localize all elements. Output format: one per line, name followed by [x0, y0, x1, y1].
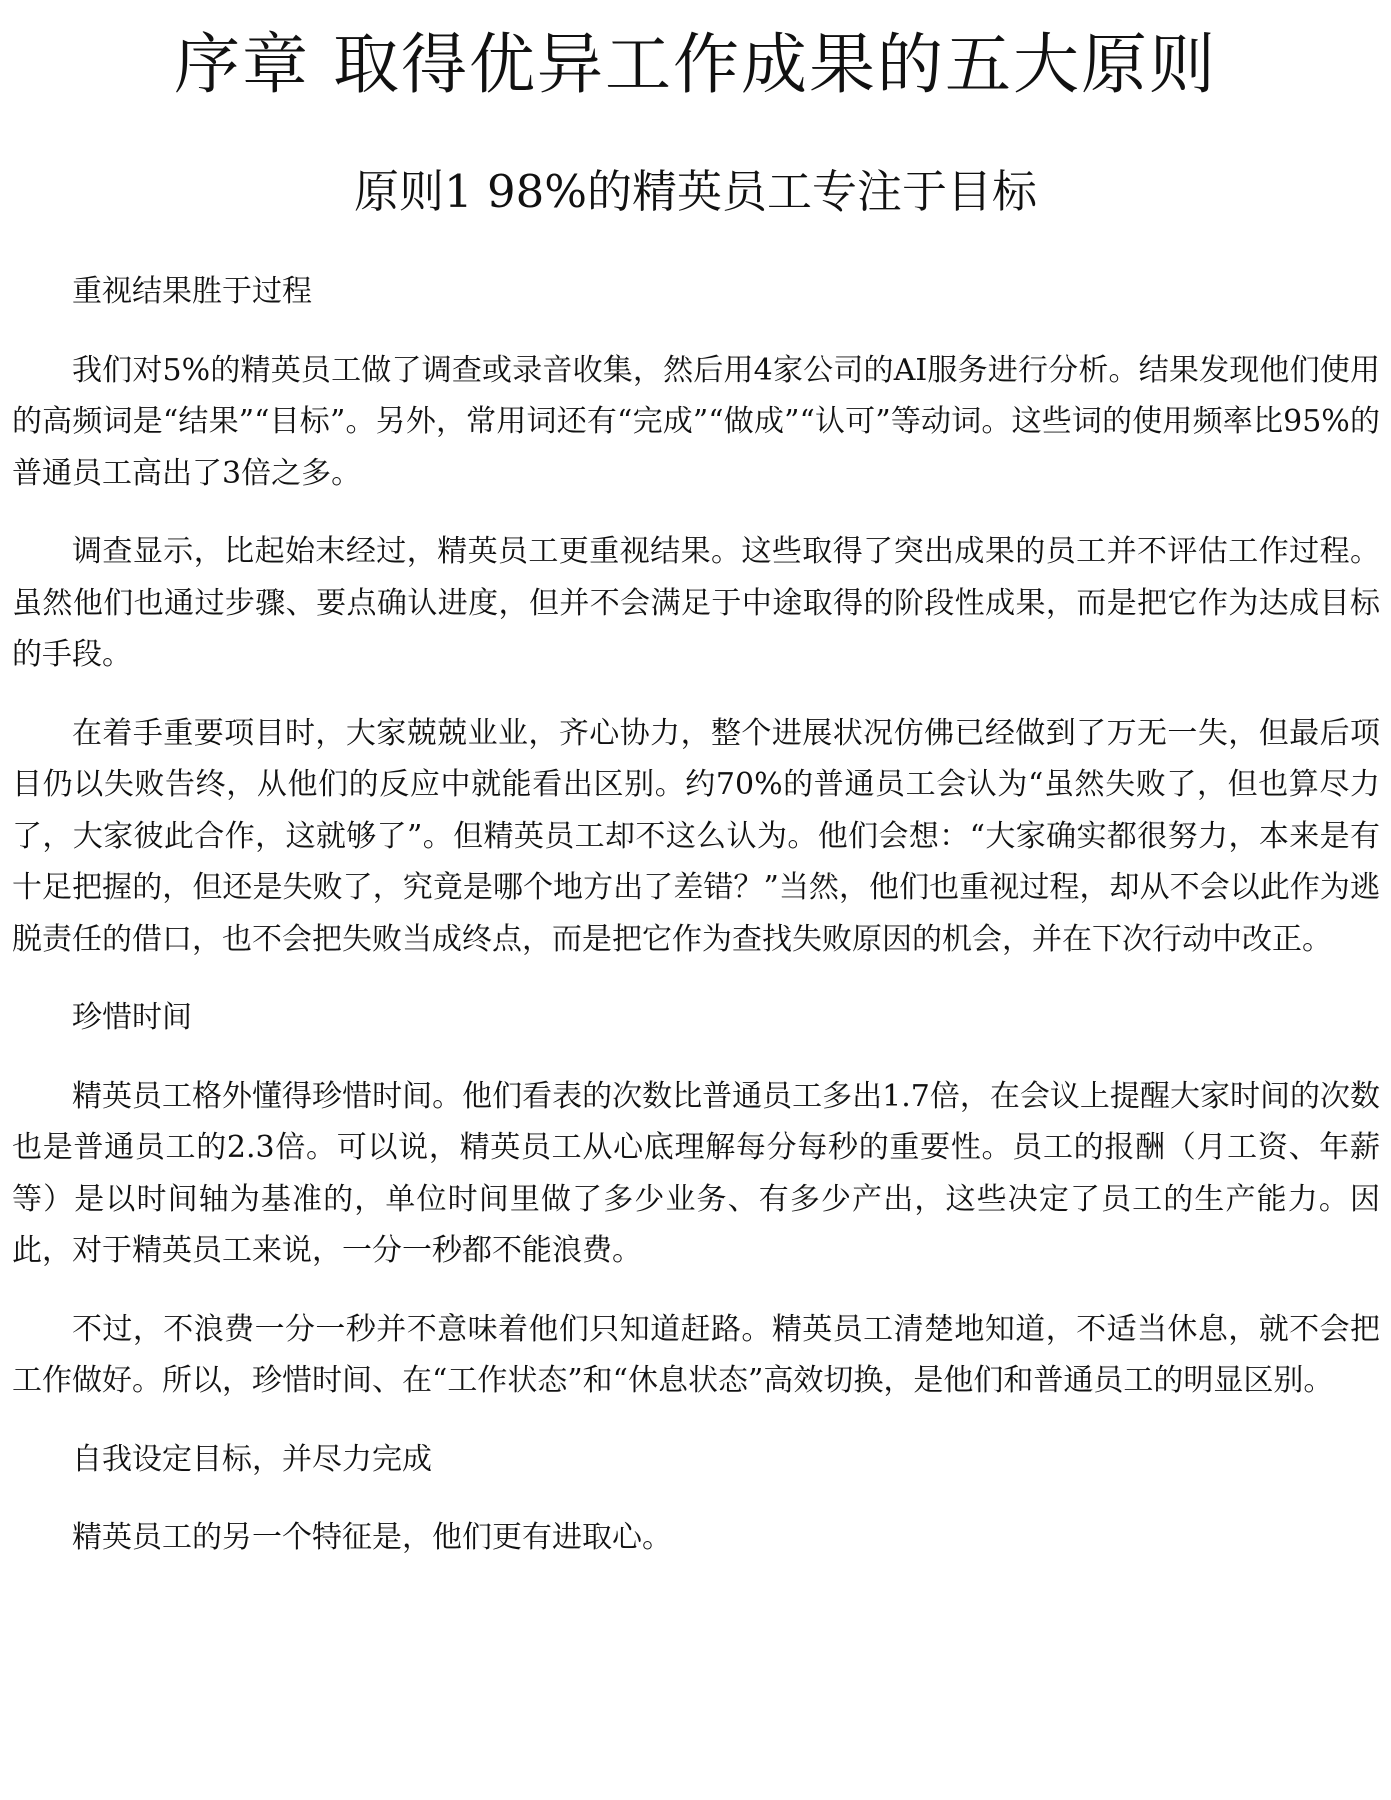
- paragraph: 精英员工的另一个特征是，他们更有进取心。: [72, 1520, 672, 1555]
- body-text: [12, 266, 1380, 1591]
- subheading: 自我设定目标，并尽力完成: [72, 1441, 432, 1477]
- paragraph: 在着手重要项目时，大家兢兢业业，齐心协力，整个进展状况仿佛已经做到了万无一失，但最后项目仍以失败告终，从他们的反应中就能看出区别。约70%的普通员工会认为“虽然失败了，但也算尽力了，大家彼此合作，这就够了”。但精英员工却不这么认为。他们会想：“大家确实都很努力，本来是有十足把握的，但还是失败了，究竟是哪个地方出了差错？”当然，他们也重视过程，却从不会以此作为逃脱责任的借口，也不会把失败当成终点，而是把它作为查找失败原因的机会，并在下次行动中改正。: [12, 715, 1380, 957]
- section-title: 原则1 98%的精英员工专注于目标: [354, 165, 1037, 218]
- subheading: 珍惜时间: [72, 1000, 192, 1035]
- paragraph: 不过，不浪费一分一秒并不意味着他们只知道赶路。精英员工清楚地知道，不适当休息，就不会把工作做好。所以，珍惜时间、在“工作状态”和“休息状态”高效切换，是他们和普通员工的明显区别。: [12, 1311, 1380, 1398]
- chapter-title: 序章 取得优异工作成果的五大原则: [174, 26, 1217, 103]
- paragraph: 精英员工格外懂得珍惜时间。他们看表的次数比普通员工多出1.7倍，在会议上提醒大家时间的次数也是普通员工的2.3倍。可以说，精英员工从心底理解每分每秒的重要性。员工的报酬（月工资、年薪等）是以时间轴为基准的，单位时间里做了多少业务、有多少产出，这些决定了员工的生产能力。因此，对于精英员工来说，一分一秒都不能浪费。: [12, 1078, 1380, 1268]
- subheading: 重视结果胜于过程: [72, 274, 312, 309]
- paragraph: 我们对5%的精英员工做了调查或录音收集，然后用4家公司的AI服务进行分析。结果发现他们使用的高频词是“结果”“目标”。另外，常用词还有“完成”“做成”“认可”等动词。这些词的使用频率比95%的普通员工高出了3倍之多。: [12, 352, 1380, 491]
- paragraph: 调查显示，比起始末经过，精英员工更重视结果。这些取得了突出成果的员工并不评估工作过程。虽然他们也通过步骤、要点确认进度，但并不会满足于中途取得的阶段性成果，而是把它作为达成目标的手段。: [12, 534, 1380, 672]
